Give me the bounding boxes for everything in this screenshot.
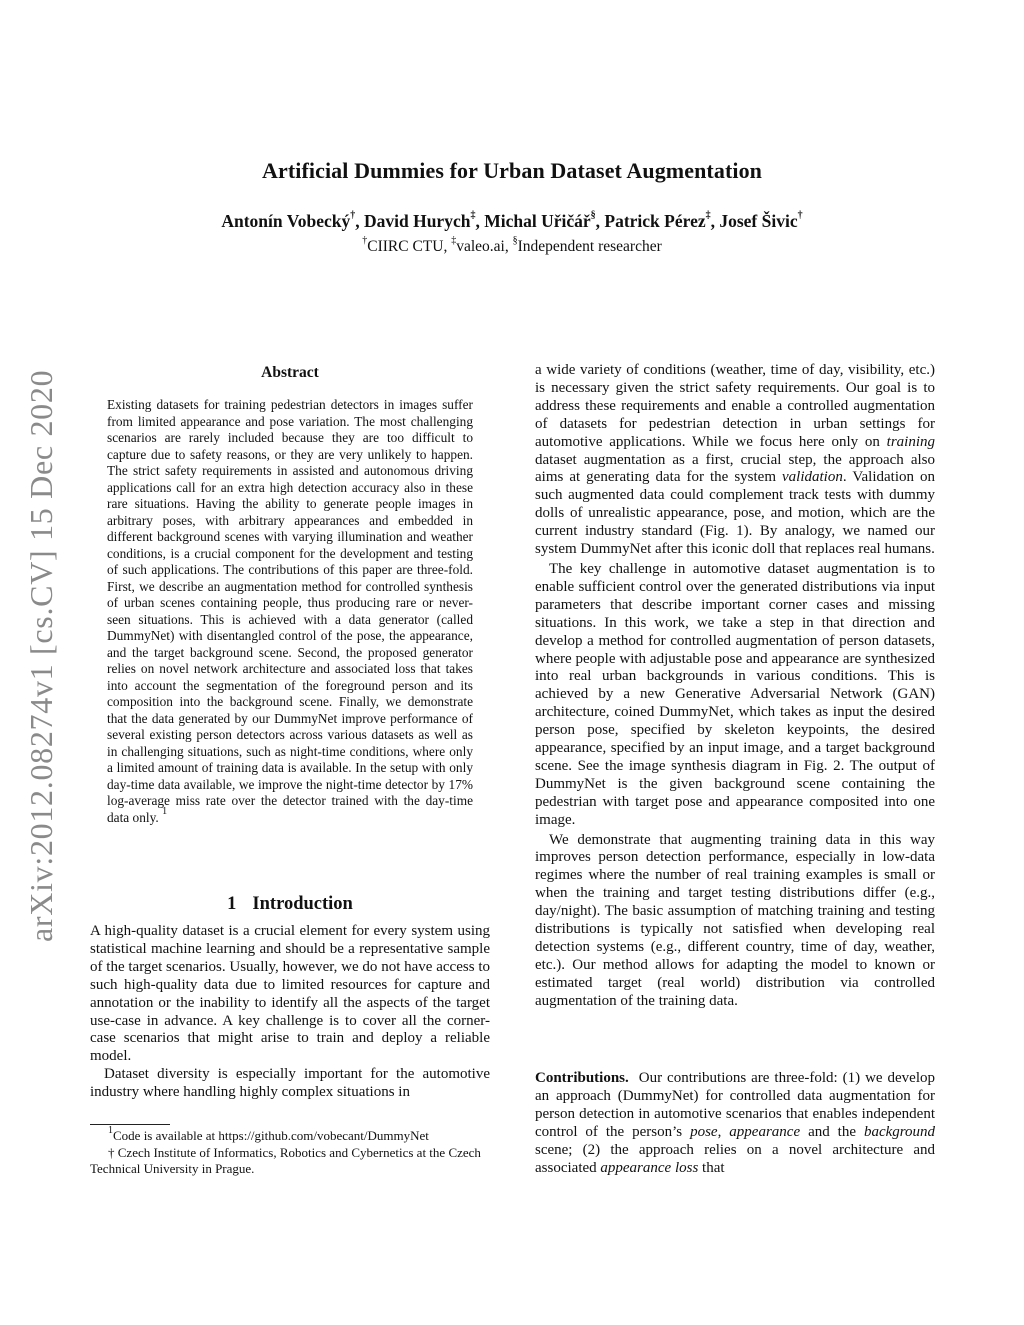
paragraph <box>535 362 935 559</box>
author-mark: † <box>350 210 356 222</box>
text-run: dataset augmentation as a first, crucial step, the approach also aims at generating data for the system <box>535 451 935 486</box>
section-heading <box>90 894 490 915</box>
text-run: a wide variety of conditions (weather, time of day, visibility, etc.) is necessary given the strict safety requirements. Our goal is to address these requirements and enable a controlled augmentation of datasets for pedestrian detection in urban settings for automotive applications. While we focus here only on <box>535 362 935 450</box>
affiliation-mark: † <box>362 234 368 246</box>
text-run: that <box>702 1159 725 1176</box>
author-list: Antonín Vobecký†, David Hurych‡, Michal Uřičář§, Patrick Pérez‡, Josef Šivic† <box>221 210 803 231</box>
author-mark: † <box>797 210 803 222</box>
author-mark: § <box>590 210 596 222</box>
affiliation: CIIRC CTU <box>367 238 444 255</box>
author-name: Antonín Vobecký <box>221 211 351 231</box>
author-name: Josef Šivic <box>719 211 798 231</box>
paragraph: The key challenge in automotive dataset augmentation is to enable sufficient control over the generated distributions via input parameters that describe important corner cases and missing situations. In this work, we take a step in that direction and develop a method for controlled augmentation of person datasets, where people with adjustable pose and appearance are synthesized into real urban backgrounds in various conditions. This is achieved by a new Generative Adversarial Network (GAN) architecture, coined DummyNet, which takes as input the desired person pose, specified by skeleton keypoints, the desired appearance, specified by an input image, and a target background scene. See the image synthesis diagram in Fig. 2. The output of DummyNet is the given background scene containing the pedestrian with target pose and appearance composited into one image. <box>535 560 935 828</box>
author-mark: ‡ <box>470 210 476 222</box>
emphasis: pose <box>690 1123 718 1140</box>
affiliation: valeo.ai <box>456 238 505 255</box>
section-title: Introduction <box>252 894 353 914</box>
author-name: David Hurych <box>363 211 471 231</box>
affiliation-mark: ‡ <box>451 234 457 246</box>
footnote-text: Code is available at https://github.com/vobecant/DummyNet <box>113 1128 429 1143</box>
emphasis: validation <box>782 469 843 486</box>
author-mark: ‡ <box>705 210 711 222</box>
emphasis: appearance loss <box>600 1159 699 1176</box>
paragraph: We demonstrate that augmenting training data in this way improves person detection performance, especially in low-data regimes where the number of real training examples is small or when the training and target testing distributions differ (e.g., day/night). The basic assumption of matching training and testing distributions is typically not satisfied when developing real detection systems (e.g., different country, time of day, weather, etc.). Our method allows for adapting the model to known or estimated target (real world) distribution via controlled augmentation of the training data. <box>535 831 935 1009</box>
text-run: Our contributions are three-fold: (1) we develop an approach (DummyNet) for controlled data augmentation for person detection in automotive scenarios that enables independent control of the person’s <box>535 1070 935 1140</box>
emphasis: training <box>886 433 935 450</box>
right-column <box>535 362 935 1011</box>
abstract-body-text: Existing datasets for training pedestrian detectors in images suffer from limited appearance and pose variation. The most challenging scenarios are rarely included because they are too difficult to capture due to safety reasons, or they are very unlikely to happen. The strict safety requirements in assisted and autonomous driving applications call for an extra high detection accuracy also in these rare situations. Having the ability to generate people images in arbitrary poses, with arbitrary appearances and embedded in different background scenes with varying illumination and weather conditions, is a crucial component for the development and testing of such applications. The contributions of this paper are three-fold. First, we describe an augmentation method for controlled synthesis of urban scenes containing people, thus producing rare or never-seen situations. This is achieved with a data generator (called DummyNet) with disentangled control of the pose, the appearance, and the target background scene. Second, the proposed generator relies on novel network architecture and associated loss that takes into account the segmentation of the foreground person and its composition into the background scene. Finally, we demonstrate that the data generated by our DummyNet improve performance of several existing person detectors across various datasets as well as in challenging situations, such as night-time conditions, where only a limited amount of training data is available. In the setup with only day-time data available, we improve the night-time detector by 17% log-average miss rate over the detector trained with the day-time data only. <box>107 397 473 825</box>
text-run: and the <box>808 1123 856 1140</box>
affiliation-list: †CIIRC CTU, ‡valeo.ai, §Independent researcher <box>362 234 662 255</box>
footnote-rule <box>90 1124 170 1125</box>
paper-title: Artificial Dummies for Urban Dataset Augmentation <box>261 158 763 183</box>
author-name: Patrick Pérez <box>604 211 706 231</box>
footnote <box>90 1124 490 1145</box>
footnote-ref: 1 <box>162 806 168 818</box>
run-in-heading: Contributions. <box>535 1070 629 1086</box>
footnotes <box>90 1124 490 1178</box>
abstract-text <box>107 397 473 826</box>
left-column <box>90 923 490 1102</box>
emphasis: background <box>863 1123 936 1140</box>
text-run: , <box>717 1123 722 1140</box>
footnote: † Czech Institute of Informatics, Robotics and Cybernetics at the Czech Technical University in Prague. <box>90 1144 481 1176</box>
emphasis: appearance <box>729 1123 801 1140</box>
affiliation-mark: § <box>512 234 518 246</box>
text-run: scene; (2) the approach relies on a novel architecture and associated <box>535 1141 935 1176</box>
affiliation: Independent researcher <box>517 238 662 255</box>
section-number: 1 <box>227 894 237 914</box>
arxiv-stamp: arXiv:2012.08274v1 [cs.CV] 15 Dec 2020 <box>23 369 59 942</box>
paragraph: A high-quality dataset is a crucial element for every system using statistical machine learning and should be a representative sample of the target scenarios. Usually, however, we do not have access to such high-quality data due to limited resources for capture and annotation or the inability to identify all the aspects of the target use-case in advance. A key challenge is to cover all the corner-case scenarios that might arise to train and deploy a reliable model. <box>90 923 490 1065</box>
text-run: . Validation on such augmented data could complement track tests with dummy dolls of unrealistic appearance, pose, and motion, which are the current industry standard (Fig. 1). By analogy, we named our system DummyNet after this iconic doll that replaces real humans. <box>535 469 935 558</box>
paragraph: Dataset diversity is especially important for the automotive industry where handling highly complex situations in <box>90 1066 490 1101</box>
contributions-paragraph <box>535 1070 935 1177</box>
abstract-heading: Abstract <box>261 364 319 381</box>
author-name: Michal Uřičář <box>484 211 591 231</box>
footnote-mark: 1 <box>108 1124 113 1136</box>
